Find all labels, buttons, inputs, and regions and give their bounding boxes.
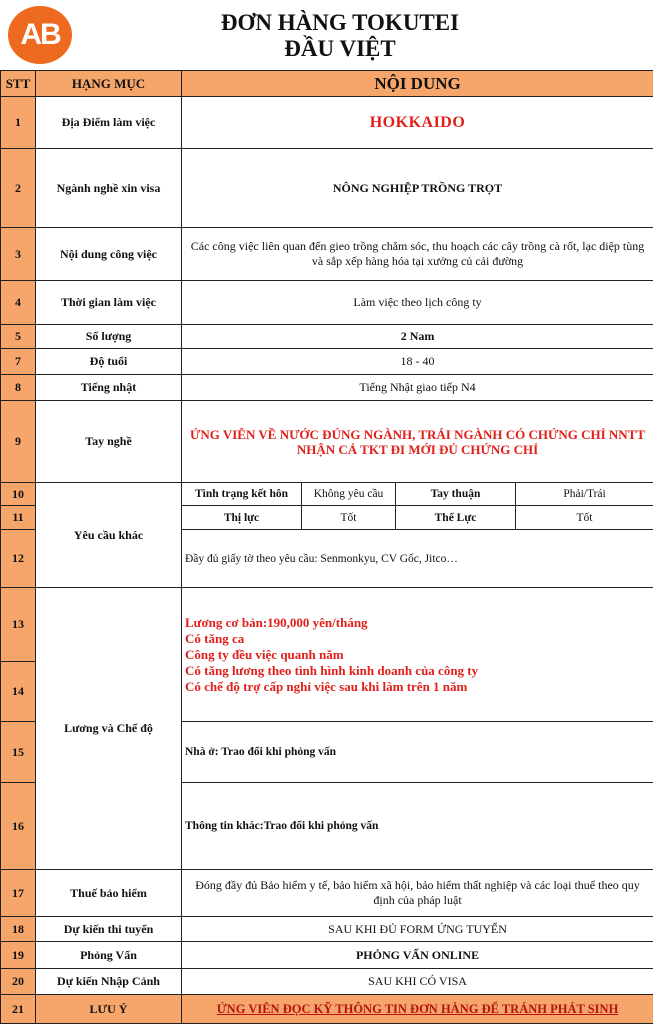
row-label: Tiếng nhật [36, 375, 182, 401]
marital-status-label: Tình trạng kết hôn [182, 483, 302, 506]
salary-line: Công ty đều việc quanh năm [185, 646, 344, 662]
table-row [1, 349, 653, 375]
work-location: HOKKAIDO [182, 97, 653, 149]
row-number: 14 [1, 662, 36, 722]
skill-line-2: NHẬN CẢ TKT ĐI MỚI ĐỦ CHỨNG CHỈ [296, 441, 539, 457]
row-label: Độ tuổi [36, 349, 182, 375]
housing-info: Nhà ở: Trao đổi khi phỏng vấn [182, 722, 653, 783]
row-number: 10 [1, 483, 36, 506]
row-number: 11 [1, 506, 36, 530]
japanese-level: Tiếng Nhật giao tiếp N4 [182, 375, 653, 401]
row-number: 2 [1, 149, 36, 228]
salary-benefits-label: Lương và Chế độ [36, 588, 182, 870]
table-row [1, 281, 653, 325]
row-number: 19 [1, 942, 36, 969]
quantity: 2 Nam [182, 325, 653, 349]
salary-line: Có tăng lương theo tình hình kinh doanh của công ty [185, 662, 479, 678]
row-label: Địa Điểm làm việc [36, 97, 182, 149]
document-header [0, 0, 653, 70]
row-label: Phỏng Vấn [36, 942, 182, 969]
row-number: 5 [1, 325, 36, 349]
header-stt: STT [1, 71, 36, 97]
eyesight-label: Thị lực [182, 506, 302, 530]
table-row [1, 375, 653, 401]
row-number: 18 [1, 917, 36, 942]
salary-line: Có tăng ca [185, 630, 245, 646]
salary-line: Có chế độ trợ cấp nghỉ việc sau khi làm trên 1 năm [185, 678, 468, 694]
row-number: 20 [1, 969, 36, 995]
row-number: 15 [1, 722, 36, 783]
physical-strength-value: Tốt [516, 506, 653, 530]
order-table [0, 70, 653, 1024]
row-number: 17 [1, 870, 36, 917]
row-number: 8 [1, 375, 36, 401]
company-logo: AB [8, 6, 72, 64]
row-label: Nội dung công việc [36, 228, 182, 281]
row-label: Thuế bảo hiểm [36, 870, 182, 917]
row-number: 3 [1, 228, 36, 281]
handedness-label: Tay thuận [396, 483, 516, 506]
row-label: Thời gian làm việc [36, 281, 182, 325]
eyesight-value: Tốt [302, 506, 396, 530]
row-number: 1 [1, 97, 36, 149]
required-documents: Đầy đủ giấy tờ theo yêu cầu: Senmonkyu, CV Gốc, Jitco… [182, 530, 653, 588]
salary-details [182, 588, 653, 722]
exam-schedule: SAU KHI ĐỦ FORM ỨNG TUYỂN [182, 917, 653, 942]
document-title: ĐƠN HÀNG TOKUTEI [220, 10, 460, 35]
table-row [1, 401, 653, 483]
salary-line: Lương cơ bản:190,000 yên/tháng [185, 614, 368, 630]
table-row [1, 588, 653, 662]
entry-schedule: SAU KHI CÓ VISA [182, 969, 653, 995]
visa-occupation: NÔNG NGHIỆP TRỒNG TRỌT [182, 149, 653, 228]
skill-line-1: ỨNG VIÊN VỀ NƯỚC ĐÚNG NGÀNH, TRÁI NGÀNH CÓ CHỨNG CHỈ NNTT [190, 426, 646, 442]
table-row [1, 325, 653, 349]
document-subtitle: ĐẦU VIỆT [284, 36, 396, 61]
table-row [1, 228, 653, 281]
working-hours: Làm việc theo lịch công ty [182, 281, 653, 325]
row-number: 16 [1, 783, 36, 870]
table-row [1, 969, 653, 995]
table-row [1, 149, 653, 228]
table-header-row [1, 71, 653, 97]
row-number: 4 [1, 281, 36, 325]
row-label: Ngành nghề xin visa [36, 149, 182, 228]
job-description: Các công việc liên quan đến gieo trồng chăm sóc, thu hoạch các cây trồng cà rốt, lạc diệp tùng và sắp xếp hàng hóa tại xưởng củ cải đường [182, 228, 653, 281]
row-label: LƯU Ý [36, 995, 182, 1024]
other-info: Thông tin khác:Trao đổi khi phỏng vấn [182, 783, 653, 870]
header-category: HẠNG MỤC [36, 71, 182, 97]
row-label: Dự kiến Nhập Cảnh [36, 969, 182, 995]
handedness-value: Phải/Trái [516, 483, 653, 506]
table-row [1, 917, 653, 942]
table-row [1, 483, 653, 506]
row-number: 7 [1, 349, 36, 375]
table-row [1, 97, 653, 149]
physical-strength-label: Thể Lực [396, 506, 516, 530]
marital-status-value: Không yêu cầu [302, 483, 396, 506]
row-number: 21 [1, 995, 36, 1024]
age-range: 18 - 40 [182, 349, 653, 375]
row-number: 12 [1, 530, 36, 588]
tax-insurance: Đóng đầy đủ Bảo hiểm y tế, bảo hiểm xã hội, bảo hiểm thất nghiệp và các loại thuế theo quy định của pháp luật [182, 870, 653, 917]
important-note: ỨNG VIÊN ĐỌC KỸ THÔNG TIN ĐƠN HÀNG ĐỂ TRÁNH PHÁT SINH [182, 995, 653, 1024]
header-content: NỘI DUNG [182, 71, 653, 97]
table-row [1, 870, 653, 917]
table-row [1, 995, 653, 1024]
interview-type: PHỎNG VẤN ONLINE [182, 942, 653, 969]
skill-requirement [182, 401, 653, 483]
table-row [1, 942, 653, 969]
other-requirements-label: Yêu cầu khác [36, 483, 182, 588]
row-number: 13 [1, 588, 36, 662]
row-label: Tay nghề [36, 401, 182, 483]
row-number: 9 [1, 401, 36, 483]
row-label: Số lượng [36, 325, 182, 349]
row-label: Dự kiến thi tuyển [36, 917, 182, 942]
